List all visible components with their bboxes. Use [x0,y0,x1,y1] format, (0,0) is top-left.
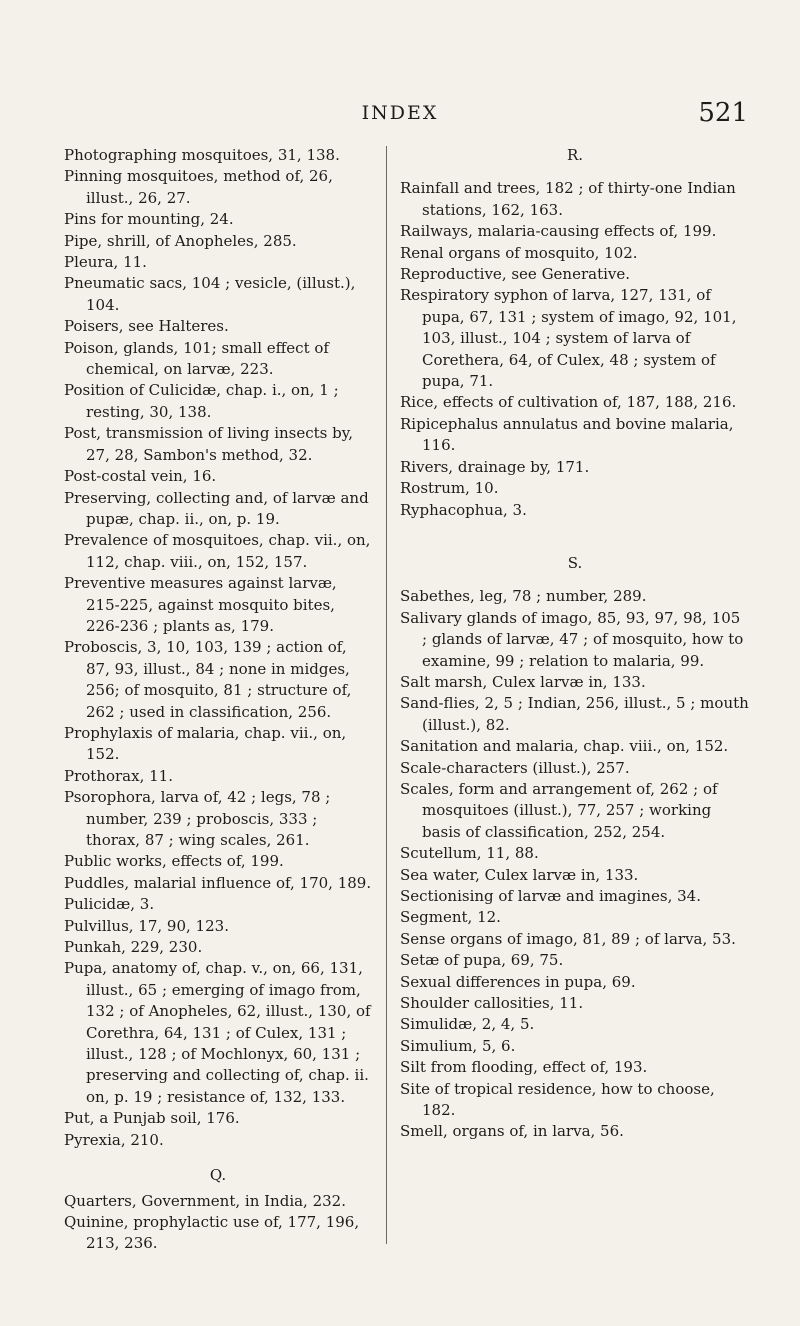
index-entry: Pinning mosquitoes, method of, 26, illust., 26, 27. [64,167,333,207]
index-entry: Public works, effects of, 199. [64,852,284,871]
page-number: 521 [698,98,748,128]
index-entry: Quarters, Government, in India, 232. [64,1191,346,1210]
running-head [0,98,800,138]
index-entry: Sabethes, leg, 78 ; number, 289. [400,587,647,606]
index-entry: Sand-flies, 2, 5 ; Indian, 256, illust., 5 ; mouth (illust.), 82. [400,694,749,734]
index-entry: Pipe, shrill, of Anopheles, 285. [64,231,297,250]
index-entry: Sectionising of larvæ and imagines, 34. [400,887,701,905]
column-divider [386,146,387,1244]
index-entry: Position of Culicidæ, chap. i., on, 1 ; resting, 30, 138. [64,381,339,421]
index-entry: Simulidæ, 2, 4, 5. [400,1015,535,1034]
left-column [64,145,372,1255]
index-entry: Shoulder callosities, 11. [400,994,584,1013]
section-letter-r: R. [566,146,584,164]
index-entry: Sexual differences in pupa, 69. [400,972,636,991]
index-entry: Salivary glands of imago, 85, 93, 97, 98, 105 ; glands of larvæ, 47 ; of mosquito, how to examine, 99 ; relation to malaria, 99. [400,608,744,670]
index-entry: Scales, form and arrangement of, 262 ; of mosquitoes (illust.), 77, 257 ; working basis of classification, 252, 254. [400,779,718,841]
index-entry: Ripicephalus annulatus and bovine malaria, 116. [400,414,734,455]
index-entry: Scale-characters (illust.), 257. [400,758,630,777]
index-entry: Poison, glands, 101; small effect of chemical, on larvæ, 223. [64,338,329,379]
index-entry: Psorophora, larva of, 42 ; legs, 78 ; number, 239 ; proboscis, 333 ; thorax, 87 ; wing scales, 261. [64,788,331,849]
index-entry: Pupa, anatomy of, chap. v., on, 66, 131, illust., 65 ; emerging of imago from, 132 ; of Anopheles, 62, illust., 130, of Corethra, 64, 131 ; of Culex, 131 ; illust., 128 ; of Mochlonyx, 60, 131 ; preserving and collecting of, chap. ii. on, p. 19 ; resistance of, 132, 133. [64,959,371,1106]
index-entry: Preventive measures against larvæ, 215-225, against mosquito bites, 226-236 ; plants as, 179. [64,574,337,635]
index-entry: Prevalence of mosquitoes, chap. vii., on, 112, chap. viii., on, 152, 157. [64,531,371,571]
index-entry: Smell, organs of, in larva, 56. [400,1122,624,1141]
index-entry: Rostrum, 10. [400,479,499,498]
index-entry: Proboscis, 3, 10, 103, 139 ; action of, 87, 93, illust., 84 ; none in midges, 256; of mosquito, 81 ; structure of, 262 ; used in classification, 256. [64,638,352,721]
running-title: INDEX [361,102,439,124]
section-letter-q: Q. [209,1166,227,1185]
index-entry: Pleura, 11. [64,253,147,272]
index-entry: Quinine, prophylactic use of, 177, 196, 213, 236. [64,1212,360,1253]
index-entry: Segment, 12. [400,908,501,927]
index-entry: Ryphacophua, 3. [400,500,527,519]
index-entry: Renal organs of mosquito, 102. [400,243,638,262]
index-entry: Sense organs of imago, 81, 89 ; of larva, 53. [400,929,736,948]
index-entry: Prophylaxis of malaria, chap. vii., on, 152. [64,723,347,764]
index-entry: Post, transmission of living insects by, 27, 28, Sambon's method, 32. [64,424,353,464]
index-entry: Pins for mounting, 24. [64,210,234,229]
index-entry: Rivers, drainage by, 171. [400,457,590,476]
index-entry: Poisers, see Halteres. [64,317,229,336]
index-entry: Puddles, malarial influence of, 170, 189. [64,873,372,892]
index-entry: Punkah, 229, 230. [64,938,203,957]
section-letter-s: S. [567,553,583,572]
index-entry: Setæ of pupa, 69, 75. [400,951,564,970]
index-entry: Rice, effects of cultivation of, 187, 188, 216. [400,393,737,412]
index-entry: Post-costal vein, 16. [64,467,217,486]
index-entry: Prothorax, 11. [64,766,173,785]
index-entry: Pneumatic sacs, 104 ; vesicle, (illust.), 104. [64,274,356,314]
index-entry: Respiratory syphon of larva, 127, 131, of pupa, 67, 131 ; system of imago, 92, 101, 103, illust., 104 ; system of larva of Corethera, 64, of Culex, 48 ; system of pupa, 71. [400,286,737,391]
index-entry: Sanitation and malaria, chap. viii., on, 152. [400,737,729,756]
index-entry: Pulicidæ, 3. [64,895,155,914]
index-entry: Salt marsh, Culex larvæ in, 133. [400,672,646,691]
index-entry: Silt from flooding, effect of, 193. [400,1058,648,1077]
index-entry: Sea water, Culex larvæ in, 133. [400,865,639,884]
index-entry: Reproductive, see Generative. [400,265,631,284]
index-entry: Photographing mosquitoes, 31, 138. [64,146,340,164]
index-entry: Railways, malaria-causing effects of, 199. [400,222,717,241]
index-entry: Pulvillus, 17, 90, 123. [64,916,229,935]
index-entry: Site of tropical residence, how to choose, 182. [400,1079,715,1120]
index-entry: Simulium, 5, 6. [400,1036,516,1055]
index-entry: Put, a Punjab soil, 176. [64,1109,240,1128]
index-entry: Rainfall and trees, 182 ; of thirty-one Indian stations, 162, 163. [400,179,736,219]
index-entry: Preserving, collecting and, of larvæ and pupæ, chap. ii., on, p. 19. [64,488,369,528]
right-column [400,145,750,1143]
index-entry: Scutellum, 11, 88. [400,844,539,863]
index-entry: Pyrexia, 210. [64,1130,164,1149]
